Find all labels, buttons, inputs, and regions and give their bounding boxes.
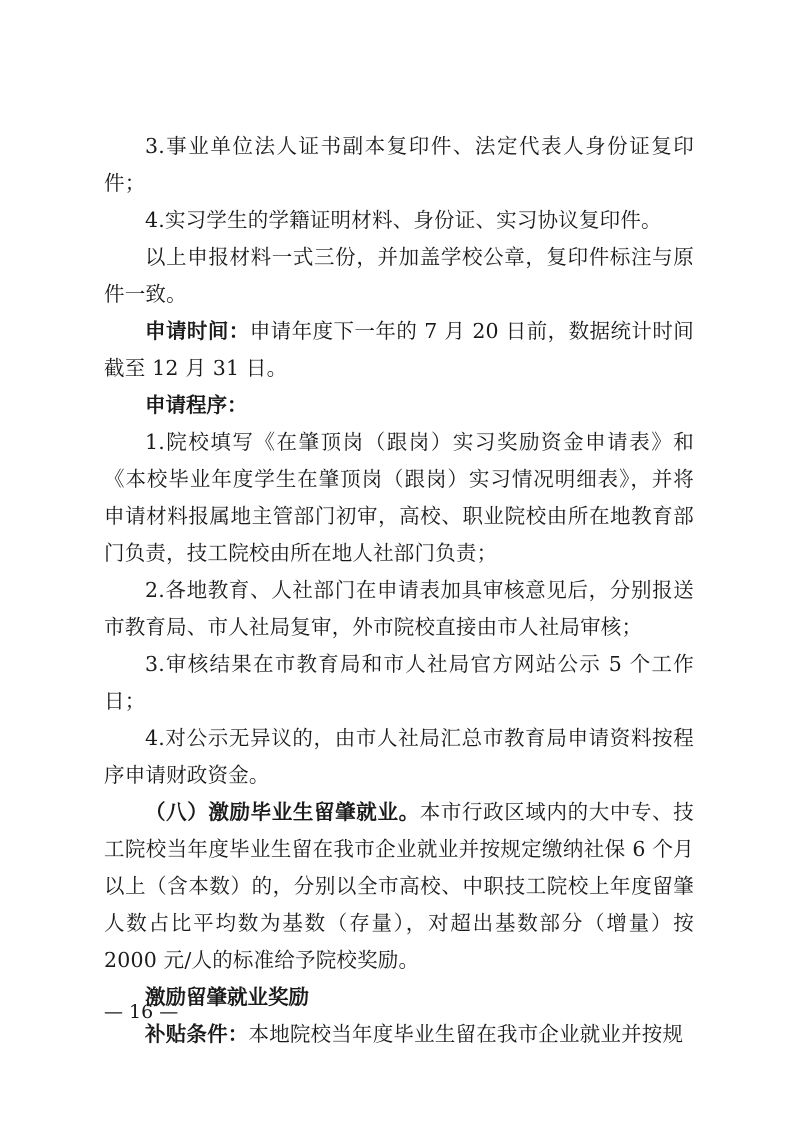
page-number: — 16 — (104, 1001, 179, 1023)
procedure-step-text: 2.各地教育、人社部门在申请表加具审核意见后，分别报送市教育局、市人社局复审，外市院校直接由市人社局审核； (104, 578, 694, 639)
procedure-step-text: 3.审核结果在市教育局和市人社局官方网站公示 5 个工作日； (104, 652, 694, 713)
reward-heading: 激励留肇就业奖励 (145, 985, 309, 1009)
section-eight-label: （八）激励毕业生留肇就业。 (145, 800, 420, 824)
procedure-step-1 (104, 424, 694, 572)
paragraph-text: 以上申报材料一式三份，并加盖学校公章，复印件标注与原件一致。 (104, 245, 694, 306)
paragraph-text: 3.事业单位法人证书副本复印件、法定代表人身份证复印件； (104, 134, 694, 195)
procedure-step-3 (104, 646, 694, 720)
application-time-text: 申请年度下一年的 7 月 20 日前，数据统计时间截至 12 月 31 日。 (104, 319, 694, 380)
procedure-step-2 (104, 572, 694, 646)
section-eight-paragraph (104, 794, 694, 979)
paragraph-text: 4.实习学生的学籍证明材料、身份证、实习协议复印件。 (145, 208, 662, 232)
paragraph-item-3 (104, 128, 694, 202)
section-eight-text: 本市行政区域内的大中专、技工院校当年度毕业生留在我市企业就业并按规定缴纳社保 6 个月以上（含本数）的，分别以全市高校、中职技工院校上年度留肇人数占比平均数为基数（存量），对超出基数部分（增量）按 2000 元/人的标准给予院校奖励。 (104, 800, 694, 972)
document-body (104, 128, 694, 1053)
subsidy-label: 补贴条件： (145, 1022, 249, 1046)
procedure-heading: 申请程序： (145, 393, 248, 417)
paragraph-materials-note (104, 239, 694, 313)
procedure-step-4 (104, 720, 694, 794)
application-time-label: 申请时间： (145, 319, 250, 343)
subsidy-text: 本地院校当年度毕业生留在我市企业就业并按规 (248, 1022, 684, 1046)
subsidy-paragraph (104, 1016, 694, 1053)
application-time-paragraph (104, 313, 694, 387)
paragraph-item-4 (104, 202, 694, 239)
procedure-step-text: 1.院校填写《在肇顶岗（跟岗）实习奖励资金申请表》和《本校毕业年度学生在肇顶岗（跟岗）实习情况明细表》，并将申请材料报属地主管部门初审，高校、职业院校由所在地教育部门负责，技工院校由所在地人社部门负责； (104, 430, 694, 565)
procedure-step-text: 4.对公示无异议的，由市人社局汇总市教育局申请资料按程序申请财政资金。 (104, 726, 694, 787)
